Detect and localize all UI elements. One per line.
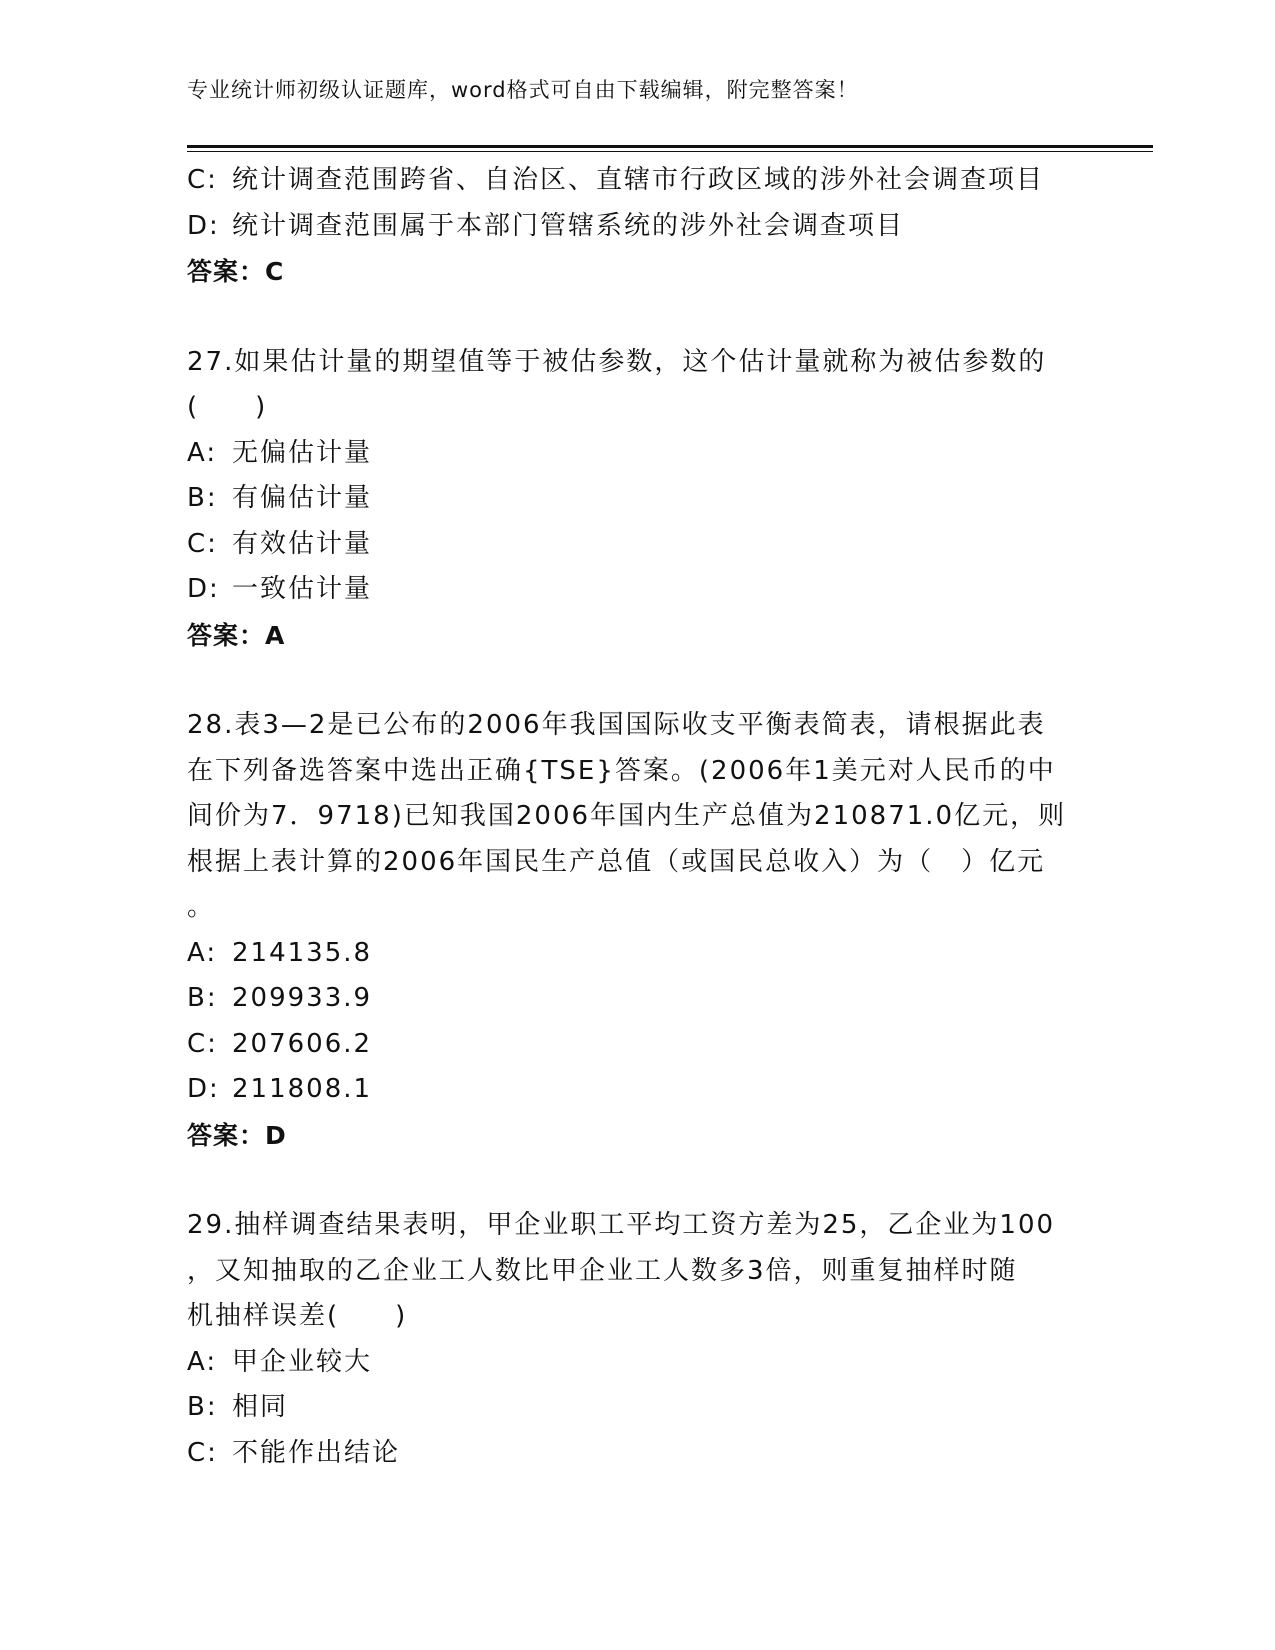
option-text: 一致估计量	[232, 574, 373, 604]
option-text: 相同	[232, 1392, 289, 1422]
option-a	[187, 1340, 1077, 1386]
option-text: 214135.8	[232, 937, 373, 968]
question-28	[187, 703, 1077, 1158]
question-stem: 根据上表计算的2006年国民生产总值（或国民总收入）为（ ）亿元	[187, 846, 1046, 877]
option-text: 甲企业较大	[232, 1346, 373, 1377]
option-b	[187, 476, 1077, 522]
question-29	[187, 1203, 1077, 1476]
header-divider-thin	[187, 151, 1153, 152]
option-d	[187, 204, 1077, 250]
question-stem: 。	[187, 892, 216, 922]
answer-line: 答案：A	[187, 620, 286, 650]
option-text: 有效估计量	[232, 528, 373, 559]
question-stem: 29.抽样调查结果表明，甲企业职工平均工资方差为25，乙企业为100	[187, 1210, 1056, 1240]
option-label: A:	[187, 437, 218, 468]
option-label: C:	[187, 528, 218, 559]
question-stem: 27.如果估计量的期望值等于被估参数，这个估计量就称为被估参数的	[187, 346, 1047, 377]
option-label: C:	[187, 1028, 218, 1059]
option-label: A:	[187, 1346, 218, 1377]
option-text: 209933.9	[232, 983, 373, 1013]
option-c	[187, 158, 1077, 204]
option-text: 无偏估计量	[232, 437, 373, 468]
option-d	[187, 1067, 1077, 1113]
option-label: C:	[187, 165, 218, 195]
option-label: B:	[187, 983, 218, 1013]
question-stem: ( )	[187, 392, 268, 422]
option-c	[187, 1022, 1077, 1068]
question-stem: 在下列备选答案中选出正确{TSE}答案。(2006年1美元对人民币的中	[187, 755, 1056, 786]
answer-line: 答案：D	[187, 1120, 287, 1150]
question-stem: 28.表3—2是已公布的2006年我国国际收支平衡表简表，请根据此表	[187, 710, 1046, 740]
option-d	[187, 567, 1077, 613]
option-text: 211808.1	[232, 1074, 373, 1104]
question-stem: 机抽样误差( )	[187, 1301, 408, 1331]
option-text: 207606.2	[232, 1028, 373, 1059]
question-27	[187, 340, 1077, 659]
page-header: 专业统计师初级认证题库，word格式可自由下载编辑，附完整答案！	[187, 78, 859, 102]
option-label: C:	[187, 1437, 218, 1468]
question-stem: 间价为7．9718)已知我国2006年国内生产总值为210871.0亿元，则	[187, 801, 1067, 831]
option-b	[187, 976, 1077, 1022]
option-c	[187, 1431, 1077, 1477]
option-c	[187, 522, 1077, 568]
question-stem: ，又知抽取的乙企业工人数比甲企业工人数多3倍，则重复抽样时随	[187, 1255, 1018, 1286]
option-label: A:	[187, 937, 218, 968]
option-label: D:	[187, 574, 220, 604]
option-label: D:	[187, 210, 220, 241]
option-text: 统计调查范围属于本部门管辖系统的涉外社会调查项目	[232, 210, 905, 241]
option-b	[187, 1385, 1077, 1431]
header-divider	[187, 145, 1153, 148]
answer-line: 答案：C	[187, 257, 285, 286]
option-a	[187, 931, 1077, 977]
option-text: 统计调查范围跨省、自治区、直辖市行政区域的涉外社会调查项目	[232, 165, 1045, 195]
option-label: B:	[187, 483, 218, 513]
option-text: 不能作出结论	[232, 1437, 401, 1468]
document-body	[187, 158, 1077, 1476]
option-label: D:	[187, 1074, 220, 1104]
option-text: 有偏估计量	[232, 483, 373, 513]
option-label: B:	[187, 1392, 218, 1422]
option-a	[187, 431, 1077, 477]
